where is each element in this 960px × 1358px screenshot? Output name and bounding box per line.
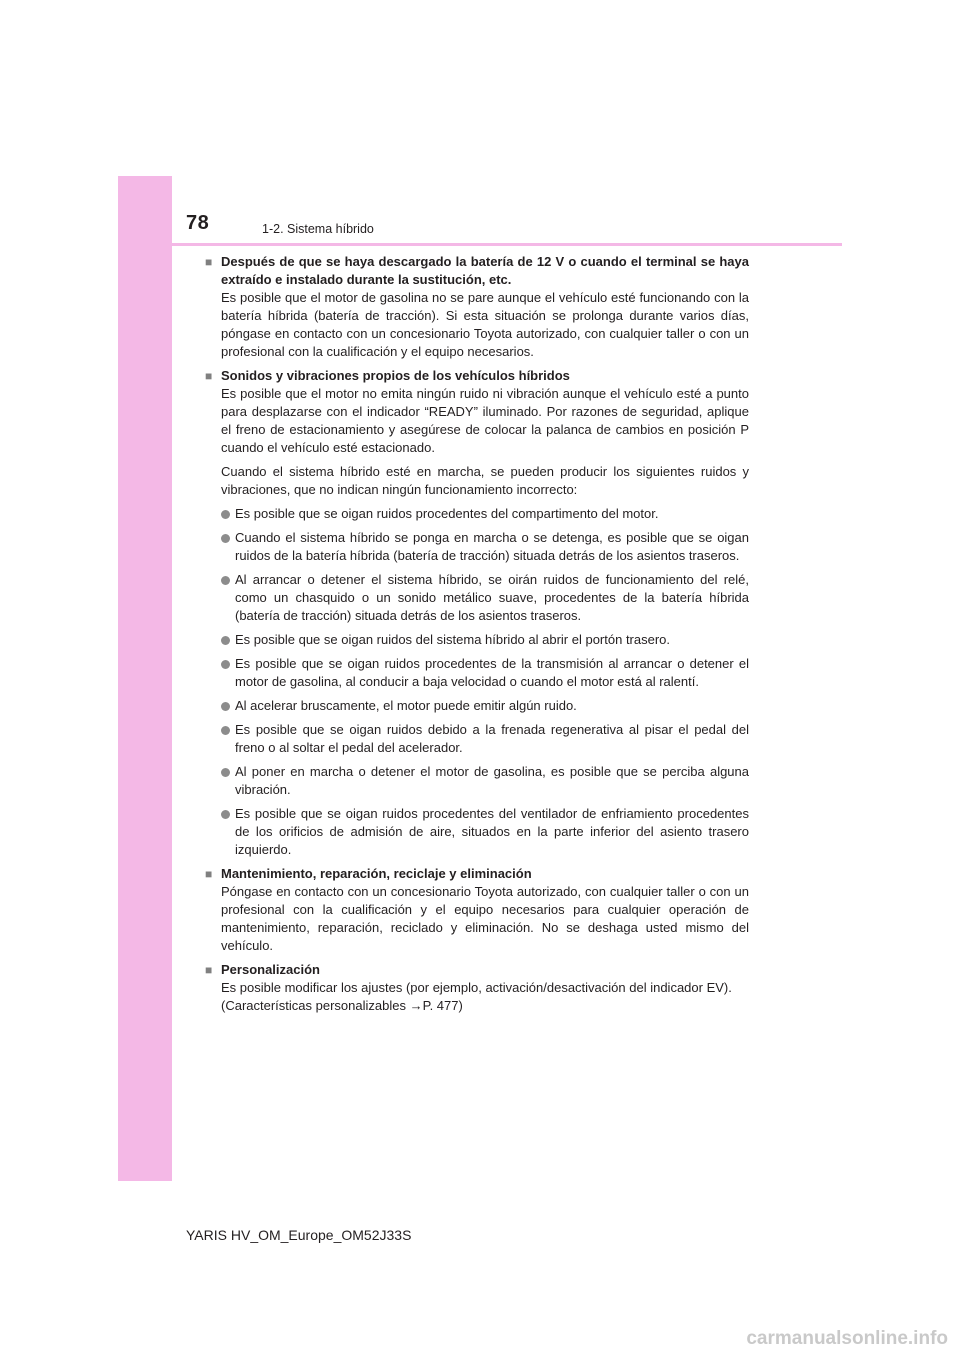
list-item (221, 631, 749, 649)
watermark: carmanualsonline.info (746, 1328, 948, 1349)
page-number: 78 (186, 212, 210, 234)
square-bullet-icon: ■ (205, 369, 213, 383)
list-item (221, 697, 749, 715)
circle-bullet-icon (221, 576, 230, 585)
list-item-text: Al arrancar o detener el sistema híbrido, se oirán ruidos de funcionamiento del relé, como un chasquido o un sonido metálico suave, procedentes de la batería híbrida (batería de tracción) situada detrás de los asientos traseros. (235, 572, 749, 623)
section-hybrid-sounds (205, 367, 749, 859)
list-item (221, 529, 749, 565)
circle-bullet-icon (221, 810, 230, 819)
paragraph: Es posible modificar los ajustes (por ejemplo, activación/desactivación del indicador EV). (221, 980, 732, 995)
list-item-text: Es posible que se oigan ruidos del sistema híbrido al abrir el portón trasero. (235, 632, 671, 647)
list-item-text: Es posible que se oigan ruidos procedentes de la transmisión al arrancar o detener el motor de gasolina, al conducir a baja velocidad o cuando el motor está al ralentí. (235, 656, 749, 689)
header-divider (172, 243, 842, 246)
section-maintenance (205, 865, 749, 955)
list-item (221, 571, 749, 625)
side-color-band (118, 176, 172, 1181)
circle-bullet-icon (221, 768, 230, 777)
circle-bullet-icon (221, 726, 230, 735)
list-item (221, 805, 749, 859)
section-title: 1-2. Sistema híbrido (262, 222, 374, 236)
circle-bullet-icon (221, 534, 230, 543)
list-item-text: Al poner en marcha o detener el motor de gasolina, es posible que se perciba alguna vibración. (235, 764, 749, 797)
square-bullet-icon: ■ (205, 867, 213, 881)
paragraph: Es posible que el motor de gasolina no se pare aunque el vehículo esté funcionando con la batería híbrida (batería de tracción). Si esta situación se prolonga durante varios días, póngase en contacto con un concesionario Toyota autorizado, con cualquier taller o con un profesional con la cualificación y el equipo necesarios. (221, 290, 749, 359)
list-item (221, 505, 749, 523)
paragraph: Cuando el sistema híbrido esté en marcha, se pueden producir los siguientes ruidos y vibraciones, que no indican ningún funcionamiento incorrecto: (221, 464, 749, 497)
paragraph: Póngase en contacto con un concesionario Toyota autorizado, con cualquier taller o con un profesional con la cualificación y el equipo necesarios para cualquier operación de mantenimiento, reparación, reciclado y eliminación. No se deshaga usted mismo del vehículo. (221, 884, 749, 953)
list-item-text: Al acelerar bruscamente, el motor puede emitir algún ruido. (235, 698, 577, 713)
section-heading: Personalización (221, 962, 320, 977)
list-item (221, 655, 749, 691)
cross-reference-link[interactable]: (Características personalizables →P. 477) (221, 998, 463, 1013)
circle-bullet-icon (221, 636, 230, 645)
list-item-text: Cuando el sistema híbrido se ponga en marcha o se detenga, es posible que se oigan ruidos de la batería híbrida (batería de tracción) situada detrás de los asientos traseros. (235, 530, 749, 563)
section-heading: Sonidos y vibraciones propios de los vehículos híbridos (221, 368, 570, 383)
list-item-text: Es posible que se oigan ruidos debido a la frenada regenerativa al pisar el pedal del freno o al soltar el pedal del acelerador. (235, 722, 749, 755)
section-heading: Después de que se haya descargado la batería de 12 V o cuando el terminal se haya extraído e instalado durante la sustitución, etc. (221, 254, 749, 287)
list-item (221, 763, 749, 799)
section-battery-discharge (205, 253, 749, 361)
page-content (205, 253, 749, 1021)
section-customization (205, 961, 749, 1015)
circle-bullet-icon (221, 510, 230, 519)
list-item (221, 721, 749, 757)
list-item-text: Es posible que se oigan ruidos procedentes del ventilador de enfriamiento procedentes de los orificios de admisión de aire, situados en la parte inferior del asiento trasero izquierdo. (235, 806, 749, 857)
section-heading: Mantenimiento, reparación, reciclaje y eliminación (221, 866, 532, 881)
paragraph: Es posible que el motor no emita ningún ruido ni vibración aunque el vehículo esté a punto para desplazarse con el indicador “READY” iluminado. Por razones de seguridad, aplique el freno de estacionamiento y asegúrese de colocar la palanca de cambios en posición P cuando el vehículo esté estacionado. (221, 386, 749, 455)
square-bullet-icon: ■ (205, 963, 213, 977)
square-bullet-icon: ■ (205, 255, 213, 269)
circle-bullet-icon (221, 660, 230, 669)
circle-bullet-icon (221, 702, 230, 711)
document-code: YARIS HV_OM_Europe_OM52J33S (186, 1227, 412, 1243)
list-item-text: Es posible que se oigan ruidos procedentes del compartimento del motor. (235, 506, 659, 521)
